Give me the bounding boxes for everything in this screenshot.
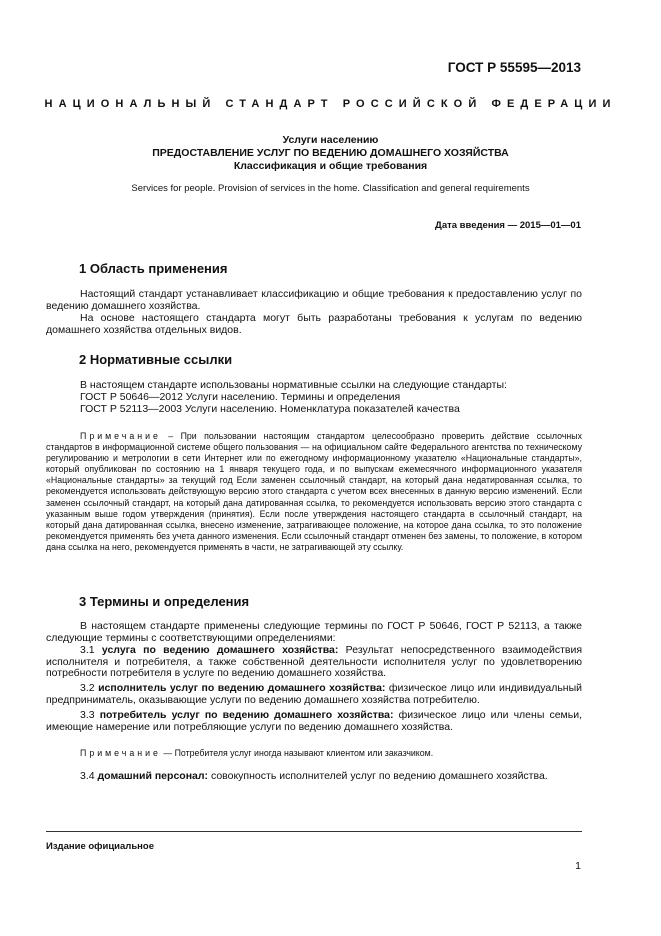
document-title-block [60, 134, 601, 173]
term-number: 3.3 [80, 709, 100, 721]
term-name: услуга по ведению домашнего хозяйства: [101, 644, 339, 656]
page-number: 1 [575, 860, 581, 872]
english-title: Services for people. Provision of services in the home. Classification and general requirements [131, 183, 530, 194]
term-definition: совокупность исполнителей услуг по ведению домашнего хозяйства. [208, 770, 548, 782]
terms-intro: В настоящем стандарте применены следующие термины по ГОСТ Р 50646, ГОСТ Р 52113, а также следующие термины с соответствующими определениями: [46, 620, 582, 644]
note-text: — Потребителя услуг иногда называют клиентом или заказчиком. [160, 748, 434, 758]
term-3-4 [46, 771, 582, 783]
term-name: домашний персонал: [97, 770, 209, 782]
term-3-3 [46, 710, 582, 733]
note-text: – При пользовании настоящим стандартом целесообразно проверить действие ссылочных стандартов в информационной системе общего пользования — на официальном сайте Федерального агентства по техническому регулированию и метрологии в сети Интернет или по ежегодному информационному указателю «Национальные стандарты», который опубликован по состоянию на 1 января текущего года, и по выпускам ежемесячного информационного указателя «Национальные стандарты» за текущий год Если заменен ссылочный стандарт, на который дана недатированная ссылка, то рекомендуется использовать действующую версию этого стандарта с учетом всех внесенных в данную версию изменений. Если заменен ссылочный стандарт, на который дана датированная ссылка, то рекомендуется использовать версию этого стандарта с указанным выше годом утверждения (принятия). Если после утверждения настоящего стандарта в ссылочный стандарт, на который дана датированная ссылка, внесено изменение, затрагивающее положение, на которое дана ссылка, то это положение рекомендуется применять без учета данного изменения. Если ссылочный стандарт отменен без замены, то положение, в котором дана ссылка на него, рекомендуется применять в части, не затрагивающей эту ссылку. [46, 431, 582, 552]
term-definition: Результат непосредственного взаимодействия исполнителя и потребителя, а также собственной деятельности исполнителя услуг по удовлетворению потребности потребителя в услуге по ведению домашнего хозяйства. [46, 644, 583, 680]
references-note [46, 431, 582, 553]
section-1-paragraph-2: На основе настоящего стандарта могут быть разработаны требования к услугам по ведению домашнего хозяйства отдельных видов. [46, 312, 582, 336]
term-definition: физическое лицо или индивидуальный предприниматель, оказывающие услуги по ведению домашнего хозяйства потребителю. [46, 682, 582, 706]
standard-number: ГОСТ Р 55595—2013 [447, 60, 581, 75]
term-3-2 [46, 683, 582, 706]
title-line-3: Классификация и общие требования [233, 160, 428, 172]
section-3-heading: 3 Термины и определения [79, 594, 250, 609]
references-intro: В настоящем стандарте использованы нормативные ссылки на следующие стандарты: [80, 379, 507, 391]
reference-gost-52113: ГОСТ Р 52113—2003 Услуги населению. Номенклатура показателей качества [80, 403, 460, 415]
terms-note [46, 748, 582, 759]
title-line-1: Услуги населению [282, 134, 379, 146]
section-1-paragraph-1: Настоящий стандарт устанавливает классификацию и общие требования к предоставлению услуг по ведению домашнего хозяйства. [46, 288, 582, 312]
term-name: исполнитель услуг по ведению домашнего хозяйства: [98, 682, 386, 694]
note-label: Примечание [80, 431, 161, 441]
section-2-heading: 2 Нормативные ссылки [79, 352, 233, 367]
reference-gost-50646: ГОСТ Р 50646—2012 Услуги населению. Термины и определения [80, 391, 401, 403]
national-standard-banner: НАЦИОНАЛЬНЫЙ СТАНДАРТ РОССИЙСКОЙ ФЕДЕРАЦИИ [44, 98, 617, 110]
introduction-date: Дата введения — 2015—01—01 [435, 220, 581, 231]
term-definition: физическое лицо или члены семьи, имеющие намерение или потребляющие услуги по ведению домашнего хозяйства. [46, 709, 583, 733]
section-1-heading: 1 Область применения [79, 261, 228, 276]
term-number: 3.4 [80, 770, 98, 782]
note-label: Примечание [80, 748, 161, 758]
footer-divider [46, 831, 582, 832]
term-3-1 [46, 645, 582, 680]
official-edition-label: Издание официальное [46, 841, 154, 852]
term-name: потребитель услуг по ведению домашнего хозяйства: [99, 709, 394, 721]
term-number: 3.2 [80, 682, 99, 694]
term-number: 3.1 [80, 644, 102, 656]
title-line-2: ПРЕДОСТАВЛЕНИЕ УСЛУГ ПО ВЕДЕНИЮ ДОМАШНЕГО ХОЗЯЙСТВА [152, 147, 509, 159]
